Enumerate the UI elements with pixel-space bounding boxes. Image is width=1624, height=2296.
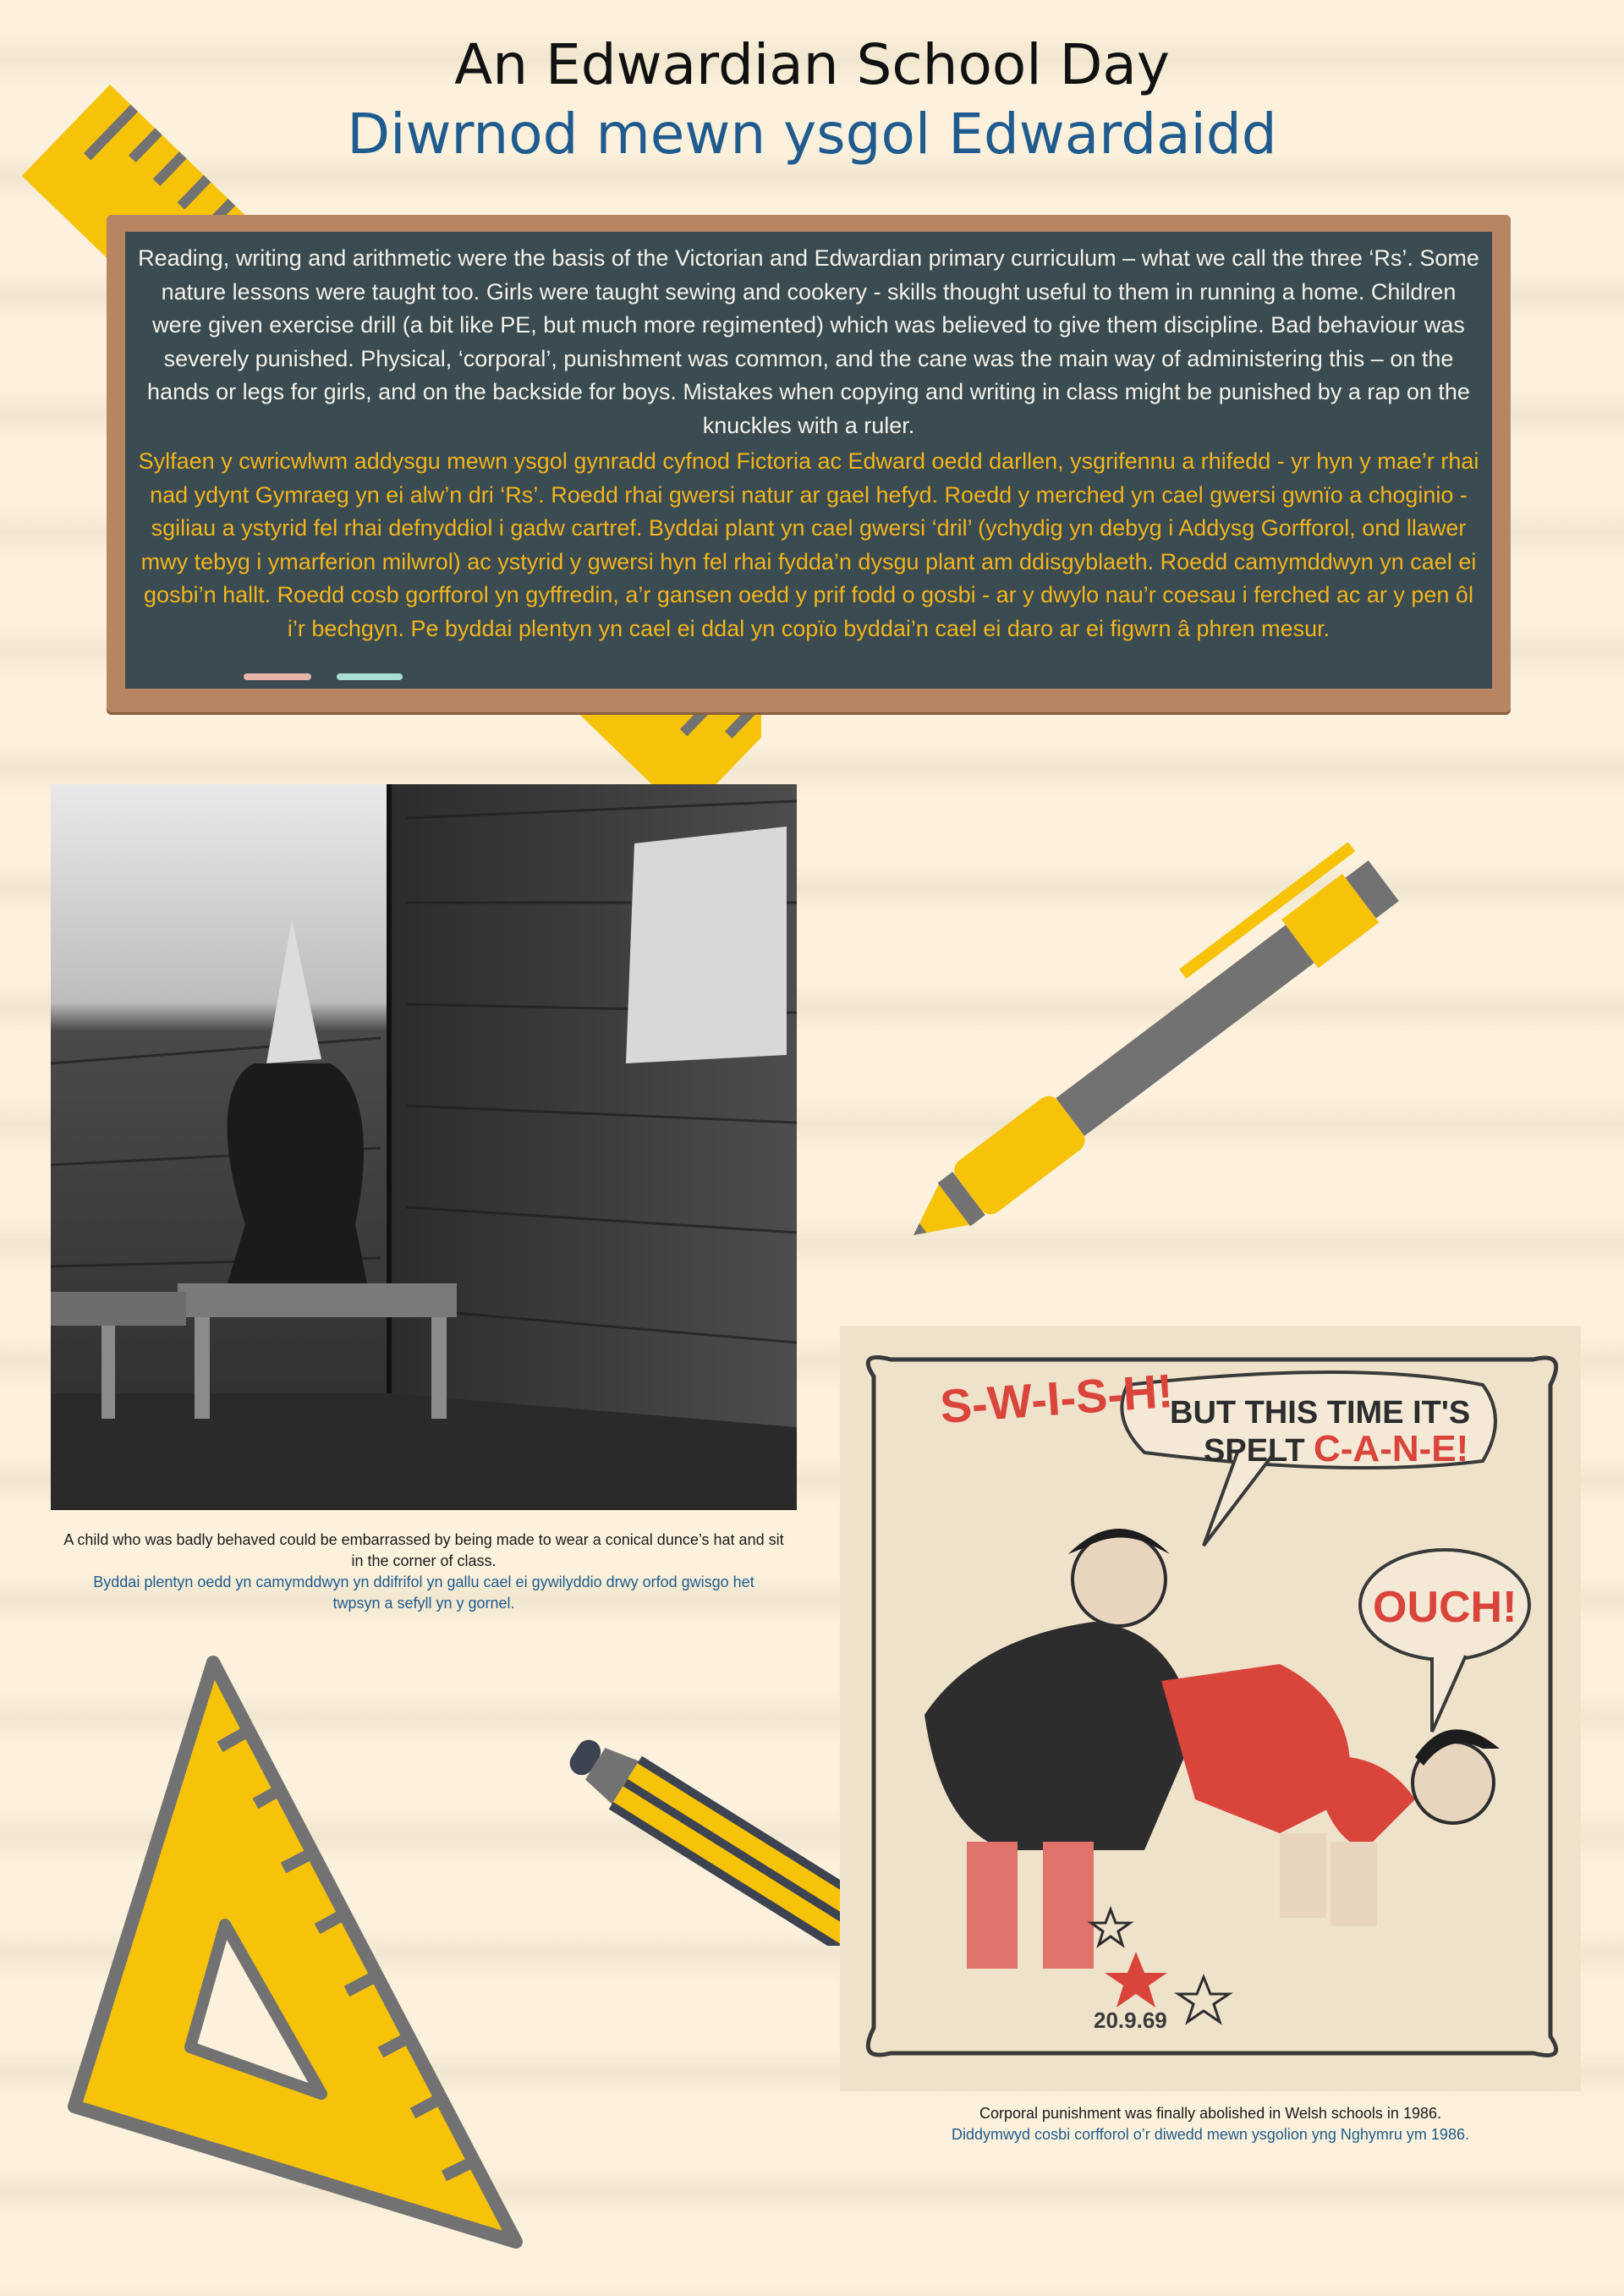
comic-caption-welsh: Diddymwyd cosbi corfforol o’r diwedd mewn ysgolion yng Nghymru ym 1986. [952,2126,1469,2143]
speech-line-2b: C-A-N-E! [1314,1428,1469,1469]
pencil-illustration [558,1726,846,1946]
board-text-welsh: Sylfaen y cwricwlwm addysgu mewn ysgol gynradd cyfnod Fictoria ac Edward oedd darllen, ysgrifennu a rhifedd - yr hyn y mae’r rhai nad ydynt Gymraeg yn ei alw’n dri ‘Rs’. Roedd rhai gwersi natur ar gael hefyd. Roedd y merched yn cael gwersi gwnïo a choginio - sgiliau a ystyrid fel rhai defnyddiol i gadw cartref. Byddai plant yn cael gwersi ‘dril’ (ychydig yn debyg i Addysg Gorfforol, ond llawer mwy tebyg i ymarferion milwrol) ac ystyrid y gwersi hyn fel rhai fydda’n dysgu plant am ddisgyblaeth. Roedd camymddwyn yn cael ei gosbi’n hallt. Roedd cosb gorfforol yn gyffredin, a’r gansen oedd y prif fodd o gosbi - ar y dwylo nau’r coesau i ferched ac ar y pen ôl i’r bechgyn. Pe byddai plentyn yn cael ei ddal yn copïo byddai’n cael ei daro ar ei figwrn â phren mesur. [138,448,1479,641]
photo-caption-english: A child who was badly behaved could be embarrassed by being made to wear a conical dunce’s hat and sit in the corner of class. [63,1531,784,1569]
swish-sound-text: S-W-I-S-H! [938,1363,1175,1433]
comic-caption-english: Corporal punishment was finally abolished in Welsh schools in 1986. [979,2105,1441,2122]
set-square-illustration [59,1650,533,2259]
chalkboard-surface [125,232,1492,689]
dunce-hat-photo [51,784,797,1510]
ouch-text: OUCH! [1373,1583,1517,1632]
chalk-mint [337,673,403,680]
speech-line-2a: SPELT [1204,1433,1305,1469]
speech-line-1: BUT THIS TIME IT'S [1170,1395,1471,1431]
chalkboard [107,215,1511,712]
photo-caption-welsh: Byddai plentyn oedd yn camymddwyn yn ddifrifol yn gallu cael ei gywilyddio drwy orfod gwisgo het twpsyn a sefyll yn y gornel. [93,1574,754,1612]
comic-date: 20.9.69 [1094,2008,1167,2033]
page-title: An Edwardian School Day [454,32,1170,97]
page-subtitle: Diwrnod mewn ysgol Edwardaidd [347,102,1277,167]
board-text-english: Reading, writing and arithmetic were the basis of the Victorian and Edwardian primary curriculum – what we call the three ‘Rs’. Some nature lessons were taught too. Girls were taught sewing and cookery - skills thought useful to them in running a home. Children were given exercise drill (a bit like PE, but much more regimented) which was believed to give them discipline. Bad behaviour was severely punished. Physical, ‘corporal’, punishment was common, and the cane was the main way of administering this – on the hands or legs for girls, and on the backside for boys. Mistakes when copying and writing in class might be punished by a rap on the knuckles with a ruler. [138,245,1479,438]
pen-illustration [897,812,1514,1252]
cane-comic-panel [840,1326,1581,2091]
chalk-pink [244,673,311,680]
